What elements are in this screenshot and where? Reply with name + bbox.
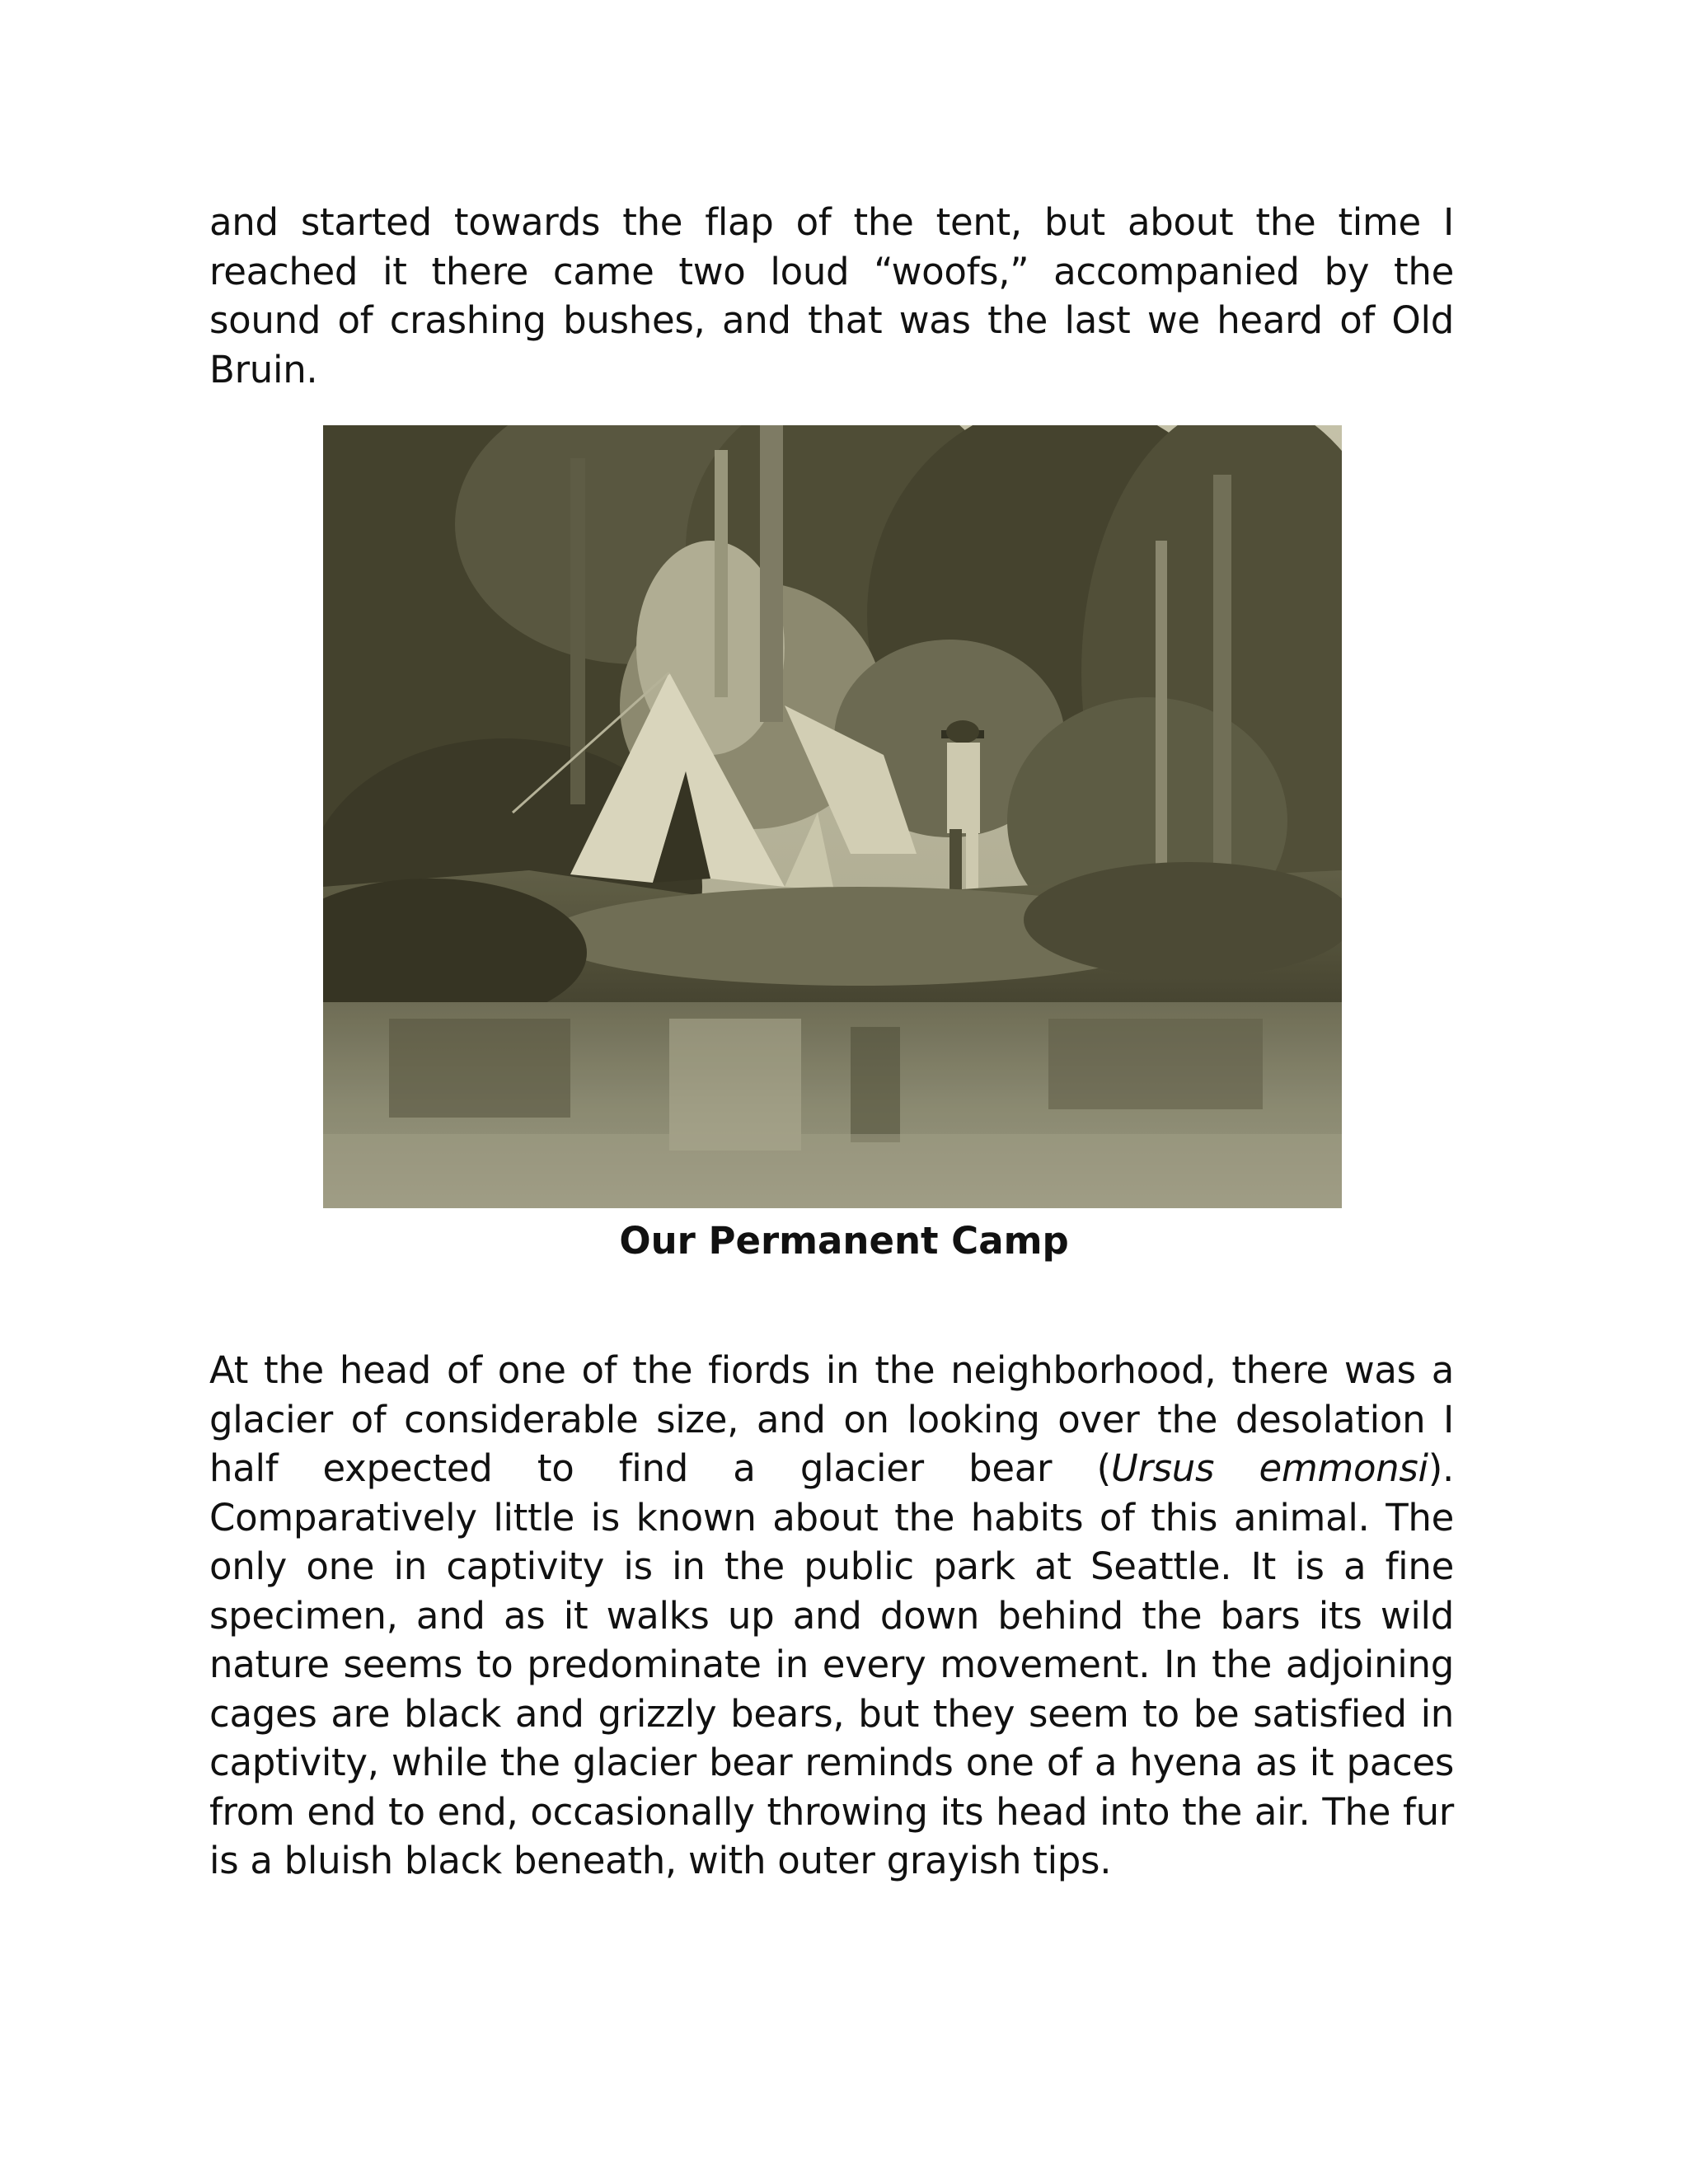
species-name-italic: Ursus emmonsi — [1110, 1446, 1428, 1490]
camp-photograph — [323, 425, 1342, 1208]
paragraph-text: ). Comparatively little is known about the habits of this animal. The only one in captivity is in the public park at Seattle. It is a fine specimen, and as it walks up and down behind the bars its wild nature seems to predominate in every movement. In the adjoining cages are black and grizzly bears, but they seem to be satisfied in captivity, while the glacier bear reminds one of a hyena as it paces from end to end, occasionally throwing its head into the air. The fur is a bluish black beneath, with outer grayish tips. — [209, 1446, 1455, 1882]
body-paragraph — [209, 1346, 1454, 1886]
paragraph-text: and started towards the flap of the tent, but about the time I reached it there came two loud “woofs,” accompanied by the sound of crashing bushes, and that was the last we heard of Old Bruin. — [209, 200, 1454, 391]
photo-our-permanent-camp — [323, 425, 1342, 1208]
paragraph-text: At the head of one of the fiords in the neighborhood, there was a glacier of considerable size, and on looking over the desolation I half expected to find a glacier bear ( — [209, 1348, 1454, 1490]
body-paragraph — [209, 198, 1454, 394]
figure-caption: Our Permanent Camp — [619, 1219, 1069, 1263]
